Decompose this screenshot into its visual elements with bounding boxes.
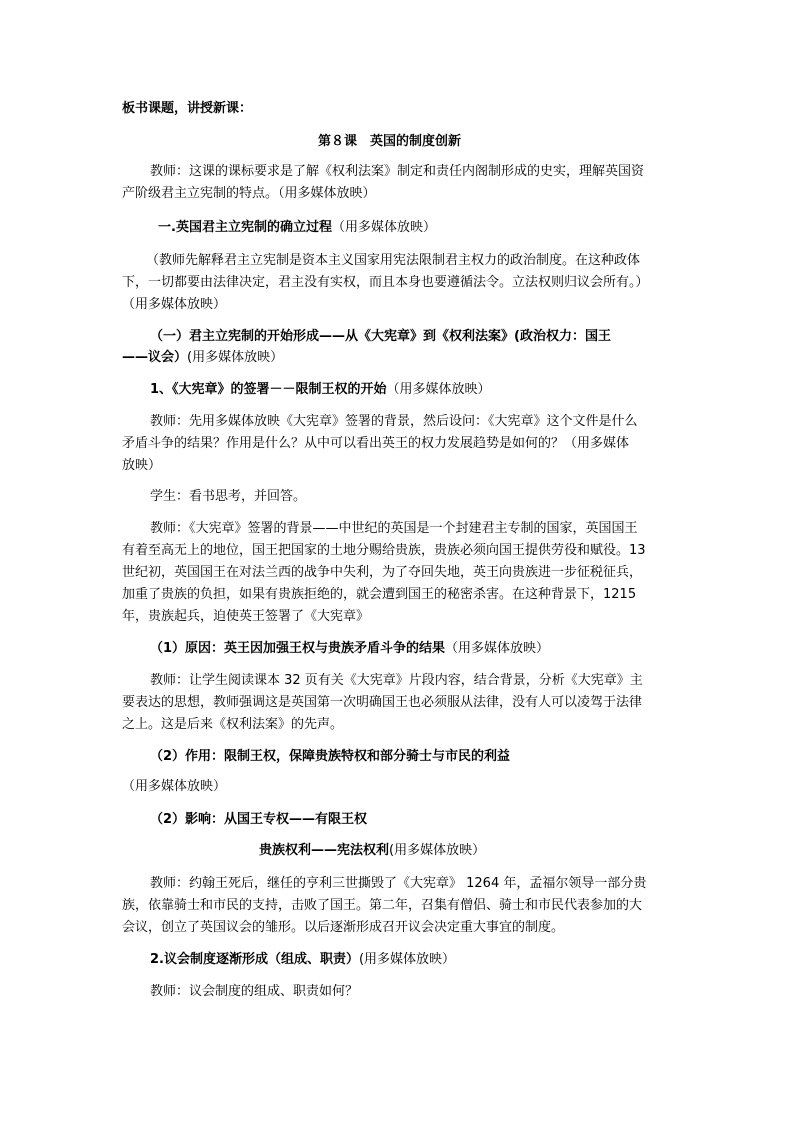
paragraph-line: 产阶级君主立宪制的特点。（用多媒体放映） (122, 186, 376, 201)
item-title-note: (用多媒体放映） (358, 952, 456, 967)
point-title-text: （1）原因：英王因加强王权与贵族矛盾斗争的结果 (150, 641, 446, 656)
paragraph-line: 加重了贵族的负担，如果有贵族拒绝的，就会遭到国王的秘密杀害。在这种背景下，1215 (122, 587, 637, 602)
point-title-note: （用多媒体放映） (445, 641, 550, 656)
section-title-text: 一.英国君主立宪制的确立过程 (158, 220, 332, 235)
paragraph-line: 族，依靠骑士和市民的支持，击败了国王。第二年，召集有僧侣、骑士和市民代表参加的大 (122, 898, 643, 913)
paragraph-line: 有着至高无上的地位，国王把国家的土地分赐给贵族，贵族必须向国王提供劳役和赋役。13 (122, 543, 646, 558)
paragraph-line: 教师：议会制度的组成、职责如何？ (150, 984, 359, 999)
paragraph-line: 会议，创立了英国议会的雏形。以后逐渐形成召开议会决定重大事宜的制度。 (122, 920, 565, 935)
paragraph-line: 年，贵族起兵，迫使英王签署了《大宪章》 (122, 609, 370, 624)
item-title-text: 2.议会制度逐渐形成（组成、职责） (150, 952, 359, 967)
point-title-note: (用多媒体放映） (389, 843, 486, 858)
paragraph-line: 世纪初，英国国王在对法兰西的战争中失利，为了夺回失地，英王向贵族进一步征税征兵， (122, 565, 643, 580)
subsection-title-text: ——议会） (122, 350, 188, 365)
point-title: （2）作用：限制王权，保障贵族特权和部分骑士与市民的利益 (150, 749, 511, 764)
subsection-title-note: (用多媒体放映） (187, 350, 284, 365)
section-title-note: （用多媒体放映） (331, 220, 436, 235)
point-title (259, 843, 485, 859)
subsection-title: （一）君主立宪制的开始形成——从《大宪章》到《权利法案》(政治权力：国王 (150, 329, 611, 344)
point-note: （用多媒体放映） (122, 779, 227, 794)
paragraph-line: 之上。这是后来《权利法案》的先声。 (122, 717, 344, 732)
heading: 板书课题，讲授新课： (122, 101, 253, 116)
item-title-text: 1、《大宪章》的签署－－限制王权的开始 (150, 382, 387, 397)
section-title (158, 220, 436, 236)
point-title (150, 641, 549, 657)
subsection-title-cont (122, 350, 283, 366)
paragraph-line: 教师：这课的课标要求是了解《权利法案》制定和责任内阁制形成的史实，理解英国资 (150, 164, 645, 179)
paragraph-line: 教师：让学生阅读课本 32 页有关《大宪章》片段内容，结合背景，分析《大宪章》主 (150, 673, 643, 688)
paragraph-line: 矛盾斗争的结果？作用是什么？从中可以看出英王的权力发展趋势是如何的？（用多媒体 (122, 436, 630, 451)
lesson-title: 第８课 英国的制度创新 (318, 134, 462, 149)
point-title-text: 贵族权利——宪法权利 (259, 843, 390, 858)
point-title: （2）影响：从国王专权——有限王权 (150, 812, 368, 827)
paragraph-line: 放映） (122, 458, 162, 473)
paragraph-line: 教师：约翰王死后，继任的亨利三世撕毁了《大宪章》 1264 年，孟福尔领导一部分贵 (150, 876, 647, 891)
paragraph-line: 下，一切都要由法律决定，君主没有实权，而且本身也要遵循法令。立法权则归议会所有。） (122, 275, 649, 290)
item-title (150, 382, 491, 398)
paragraph-line: 教师：《大宪章》签署的背景——中世纪的英国是一个封建君主专制的国家，英国国王 (150, 521, 638, 536)
item-title-note: （用多媒体放映） (386, 382, 491, 397)
paragraph-line: （用多媒体放映） (122, 297, 227, 312)
item-title (150, 952, 455, 968)
paragraph-line: 学生：看书思考，并回答。 (150, 489, 307, 504)
paragraph-line: （教师先解释君主立宪制是资本主义国家用宪法限制君主权力的政治制度。在这种政体 (146, 253, 641, 268)
paragraph-line: 教师：先用多媒体放映《大宪章》签署的背景，然后设问：《大宪章》这个文件是什么 (150, 414, 638, 429)
paragraph-line: 要表达的思想，教师强调这是英国第一次明确国王也必须服从法律，没有人可以凌驾于法律 (122, 695, 643, 710)
